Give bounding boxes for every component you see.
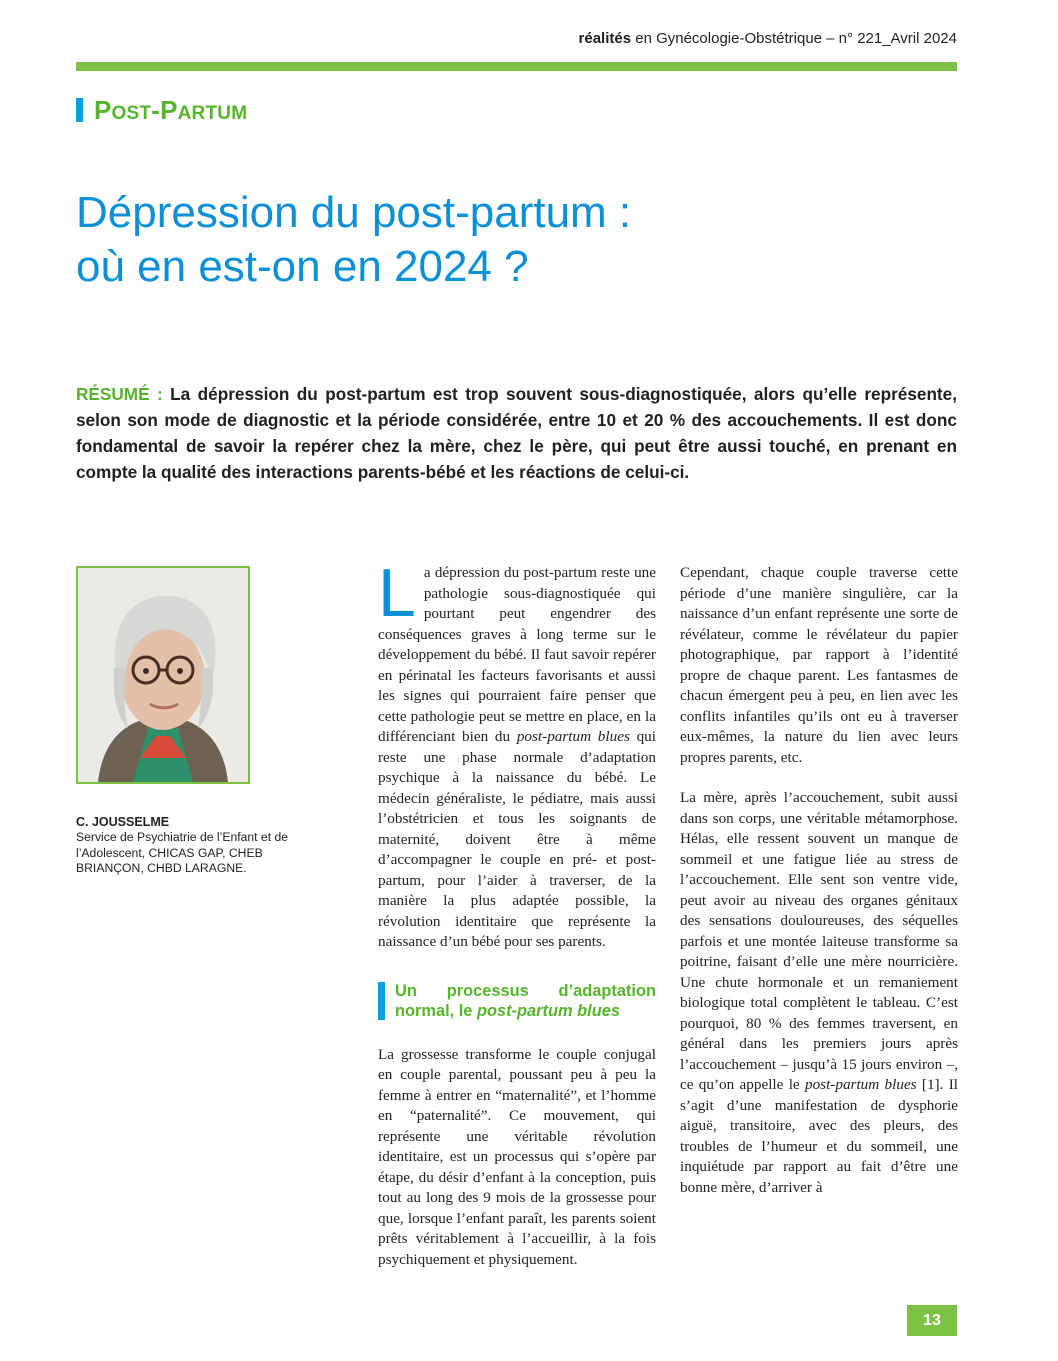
section-marker: [378, 982, 385, 1020]
section-heading-text: Un processus d’adaptation normal, le post-partum blues: [395, 981, 656, 1020]
paragraph-intro: La dépression du post-partum reste une pathologie sous-diagnostiquée qui pourtant peut engendrer des conséquences graves à long terme sur le développement du bébé. Il faut savoir repérer en périnatal les facteurs favorisants et aussi les signes qui pourraient faire penser que cette pathologie peut se mettre en place, en la différenciant bien du post-partum blues qui reste une phase normale d’adaptation psychique à la naissance du bébé. Le médecin généraliste, le pédiatre, mais aussi l’obstétricien et tous les soignants de maternité, doivent être à même d’accompagner le couple en pré- et post-partum, pour l’aider à traverser, de la manière la plus adaptée possible, la révolution identitaire que représente la naissance d’un bébé pour ses parents.: [378, 555, 656, 950]
author-portrait-illustration: [78, 568, 248, 782]
abstract-label: RÉSUMÉ :: [76, 384, 163, 404]
paragraph-couple: Cependant, chaque couple traverse cette période d’une manière singulière, car la naissance d’un enfant représente une sorte de révélateur, comme le révélateur du papier photographique, par rapport à l’identité propre de chaque parent. Les fantasmes de chacun émergent peu à peu, en lien avec les conflits infantiles qu’ils ont eu à traverser eux-mêmes, la nature du lien avec leurs propres parents, etc.: [680, 564, 958, 766]
author-name: C. JOUSSELME: [76, 815, 170, 829]
abstract-text: La dépression du post-partum est trop souvent sous-diagnostiquée, alors qu’elle représente, selon son mode de diagnostic et la période considérée, entre 10 et 20 % des accouchements. Il est donc fondamental de savoir la repérer chez la mère, chez le père, qui peut être aussi touché, en prenant en compte la qualité des interactions parents-bébé et les réactions de celui-ci.: [76, 384, 957, 482]
body-column-middle: [378, 555, 656, 1290]
rubric-marker: [76, 98, 83, 122]
title-line-2: où en est-on en 2024 ?: [76, 242, 529, 291]
abstract: [76, 381, 957, 485]
paragraph-grossesse: La grossesse transforme le couple conjugal en couple parental, poussant peu à peu la femme à entrer en “maternalité”, et l’homme en “paternalité”. Ce mouvement, qui représente une véritable révolution identitaire, est un processus qui s’opère par étape, du désir d’enfant à la conception, puis tout au long des 9 mois de la grossesse pour que, lorsque l’enfant paraît, les parents soient prêts véritablement à l’accueillir, à la fois psychiquement et physiquement.: [378, 1045, 656, 1268]
rubric: [76, 96, 247, 124]
journal-brand: réalités: [578, 30, 632, 47]
article-title: [76, 186, 956, 294]
journal-header: [579, 30, 957, 47]
author-photo: [76, 566, 250, 784]
page-number: 13: [907, 1305, 957, 1336]
title-line-1: Dépression du post-partum :: [76, 188, 632, 237]
section-heading: [378, 981, 656, 1021]
rubric-label: POST-PARTUM: [94, 94, 248, 125]
header-rule: [76, 62, 957, 71]
dropcap: L: [378, 555, 416, 631]
paragraph-mere: La mère, après l’accouchement, subit aussi dans son corps, une véritable métamorphose. Hélas, elle ressent souvent un manque de sommeil et une fatigue liée au stress de l’accouchement. Elle sent son ventre vide, peut avoir au niveau des organes génitaux des sensations douloureuses, des séquelles parfois et une montée laiteuse transforme sa poitrine, faisant d’elle une mère nourricière. Une chute hormonale et un remaniement biologique total complètent le tableau. C’est pourquoi, 80 % des femmes traversent, en général dans les premiers jours après l’accouchement – jusqu’à 15 jours environ –, ce qu’on appelle le post-partum blues [1]. Il s’agit d’une manifestation de dysphorie aiguë, transitoire, avec des pleurs, des troubles de l’humeur et du sommeil, une inquiétude par rapport au fait d’être une bonne mère, d’arriver à: [680, 789, 958, 1196]
journal-issue: en Gynécologie-Obstétrique – n° 221_Avril 2024: [631, 30, 957, 47]
author-affiliation: Service de Psychiatrie de l’Enfant et de l’Adolescent, CHICAS GAP, CHEB BRIANÇON, CHBD LARAGNE.: [76, 830, 289, 875]
body-column-right: [680, 563, 958, 1218]
